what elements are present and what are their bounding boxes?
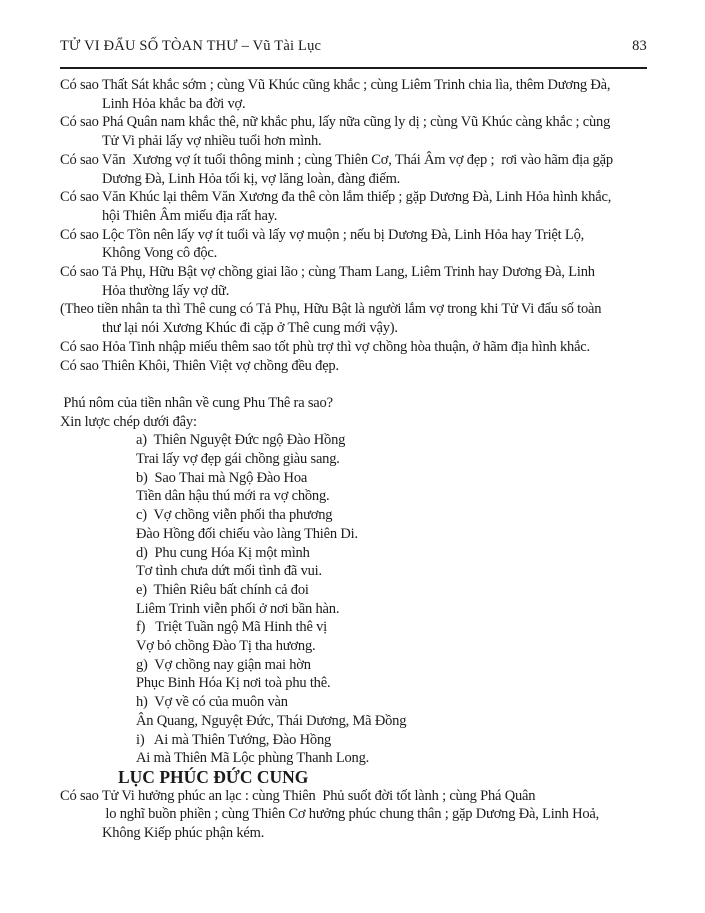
text-line: Tử Vi phải lấy vợ nhiều tuổi hơn mình.: [102, 133, 322, 150]
text-line: Xin lược chép dưới đây:: [60, 413, 197, 430]
text-line: i) Ai mà Thiên Tướng, Đào Hồng: [136, 731, 332, 748]
text-line: Có sao Lộc Tồn nên lấy vợ ít tuổi và lấy vợ muộn ; nếu bị Dương Đà, Linh Hỏa hay Triệt Lộ,: [60, 226, 585, 243]
text-line: c) Vợ chồng viễn phối tha phương: [136, 507, 333, 524]
text-line: Không Vong cô độc.: [102, 245, 218, 262]
text-line: Hỏa thường lấy vợ dữ.: [102, 282, 230, 299]
text-line: Đào Hồng đối chiếu vào làng Thiên Di.: [136, 525, 358, 542]
text-line: e) Thiên Riêu bất chính cả đoi: [136, 581, 309, 598]
text-line: Có sao Thất Sát khắc sớm ; cùng Vũ Khúc cũng khắc ; cùng Liêm Trinh chia lìa, thêm Dương Đà,: [60, 77, 611, 93]
text-line: thư lại nói Xương Khúc đi cặp ở Thê cung mới vậy).: [102, 320, 398, 337]
section-gap: [60, 375, 647, 394]
text-line: a) Thiên Nguyệt Đức ngộ Đào Hồng: [136, 432, 346, 449]
text-line: Có sao Phá Quân nam khắc thê, nữ khắc phu, lấy nữa cũng ly dị ; cùng Vũ Khúc càng khắc ; cùng: [60, 114, 611, 131]
text-line: Trai lấy vợ đẹp gái chồng giàu sang.: [136, 451, 340, 468]
text-line: Ân Quang, Nguyệt Đức, Thái Dương, Mã Đồng: [136, 712, 407, 729]
text-line: b) Sao Thai mà Ngộ Đào Hoa: [136, 469, 308, 486]
text-line: Vợ bỏ chồng Đào Tị tha hương.: [136, 638, 316, 655]
header-title: TỬ VI ĐẨU SỐ TÒAN THƯ – Vũ Tài Lục: [60, 38, 322, 54]
text-line: Linh Hỏa khắc ba đời vợ.: [102, 95, 246, 112]
text-line: Liêm Trinh viễn phối ở nơi bần hàn.: [136, 600, 340, 617]
text-line: Dương Đà, Linh Hỏa tối kị, vợ lăng loàn, đàng điếm.: [102, 170, 401, 187]
text-line: Không Kiếp phúc phận kém.: [102, 825, 265, 842]
text-line: h) Vợ về có của muôn vàn: [136, 694, 288, 711]
text-line: (Theo tiền nhân ta thì Thê cung có Tả Phụ, Hữu Bật là người lắm vợ trong khi Tử Vi đẩu số toàn: [60, 301, 602, 318]
text-line: Có sao Văn Khúc lại thêm Văn Xương đa thê còn lắm thiếp ; gặp Dương Đà, Linh Hỏa hình khắc,: [60, 189, 612, 206]
section-heading: LỤC PHÚC ĐỨC CUNG: [118, 767, 309, 787]
text-line: Có sao Tử Vi hưởng phúc an lạc : cùng Thiên Phủ suốt đời tốt lành ; cùng Phá Quân: [60, 787, 536, 804]
text-line: d) Phu cung Hóa Kị một mình: [136, 544, 310, 561]
text-line: Có sao Tả Phụ, Hữu Bật vợ chồng giai lão ; cùng Tham Lang, Liêm Trinh hay Dương Đà, Linh: [60, 264, 595, 281]
text-line: Có sao Văn Xương vợ ít tuổi thông minh ; cùng Thiên Cơ, Thái Âm vợ đẹp ; rơi vào hãm địa gặp: [60, 151, 613, 168]
page-number: 83: [632, 38, 647, 54]
header-divider: [60, 67, 647, 69]
text-line: hội Thiên Âm miếu địa rất hay.: [102, 207, 278, 224]
text-line: Phục Binh Hóa Kị nơi toà phu thê.: [136, 675, 331, 692]
text-line: Có sao Hỏa Tinh nhập miếu thêm sao tốt phù trợ thì vợ chồng hòa thuận, ở hãm địa hình khắc.: [60, 338, 590, 355]
text-line: g) Vợ chồng nay giận mai hờn: [136, 656, 311, 673]
text-line: Có sao Thiên Khôi, Thiên Việt vợ chồng đều đẹp.: [60, 357, 339, 374]
text-line: Ai mà Thiên Mã Lộc phùng Thanh Long.: [136, 750, 370, 767]
text-line: Tiền dân hậu thú mới ra vợ chồng.: [136, 488, 330, 505]
page-header: [60, 38, 647, 55]
text-line: Tơ tình chưa dứt mối tình đã vui.: [136, 563, 322, 580]
document-body: [60, 76, 647, 843]
text-line: f) Triệt Tuần ngộ Mã Hinh thê vị: [136, 619, 327, 636]
text-line: lo nghĩ buồn phiền ; cùng Thiên Cơ hưởng phúc chung thân ; gặp Dương Đà, Linh Hoả,: [102, 806, 600, 823]
text-line: Phú nôm của tiền nhân về cung Phu Thê ra sao?: [60, 394, 333, 411]
